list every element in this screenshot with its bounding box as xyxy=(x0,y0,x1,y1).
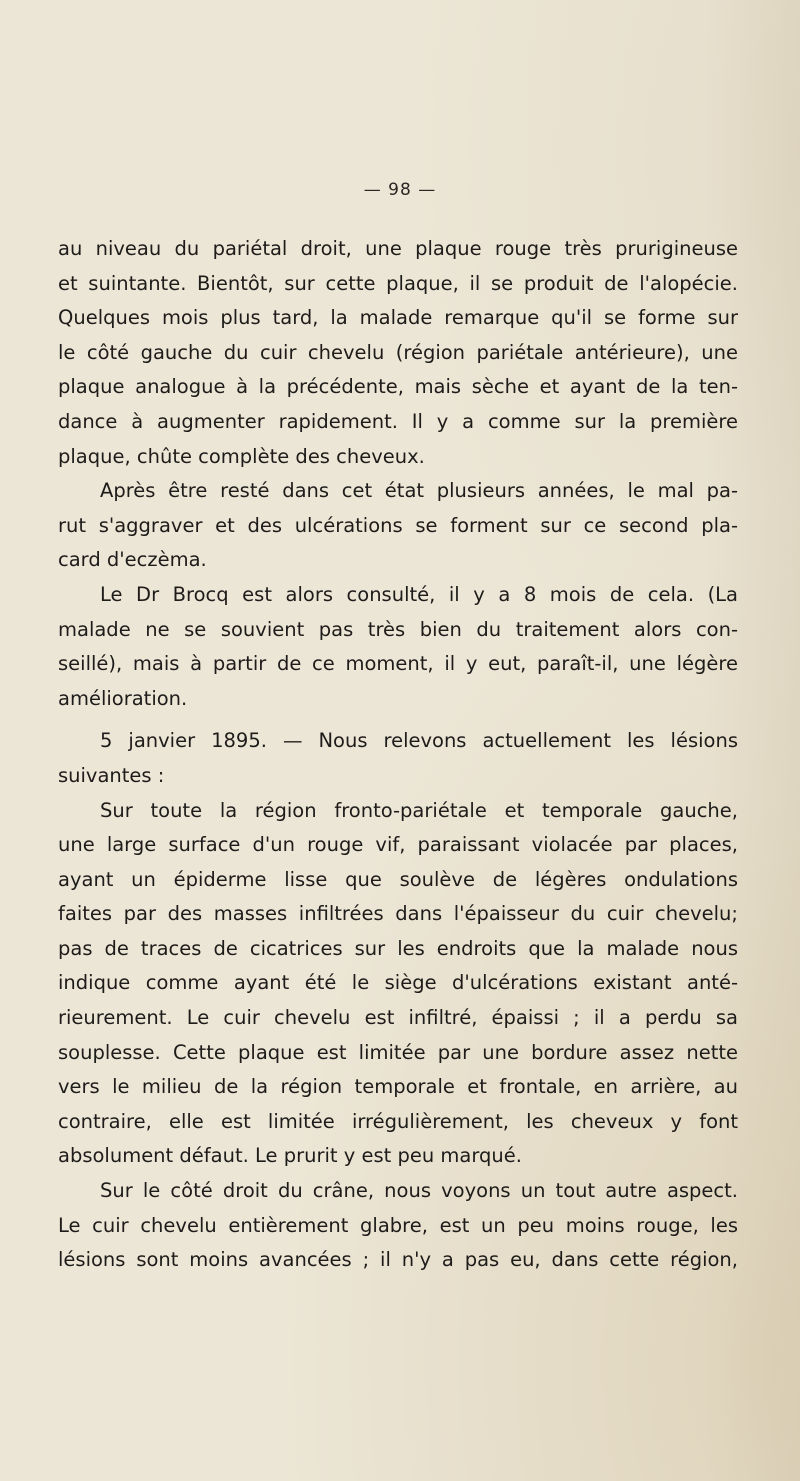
text-line: absolument défaut. Le prurit y est peu marqué. xyxy=(58,1144,522,1168)
text-line: card d'eczèma. xyxy=(58,548,207,572)
text-line: amélioration. xyxy=(58,686,188,710)
text-line: Le Dr Brocq est alors consulté, il y a 8 mois de cela. (La xyxy=(100,582,738,606)
text-line: Quelques mois plus tard, la malade remarque qu'il se forme sur xyxy=(58,306,738,330)
text-line: plaque analogue à la précédente, mais sèche et ayant de la ten- xyxy=(58,375,738,399)
text-line: souplesse. Cette plaque est limitée par une bordure assez nette xyxy=(58,1040,738,1064)
text-line: contraire, elle est limitée irrégulièrement, les cheveux y font xyxy=(58,1109,738,1133)
text-line: une large surface d'un rouge vif, paraissant violacée par places, xyxy=(58,833,738,857)
text-line: rieurement. Le cuir chevelu est infiltré, épaissi ; il a perdu sa xyxy=(58,1006,738,1030)
text-line: faites par des masses infiltrées dans l'épaisseur du cuir chevelu; xyxy=(58,902,738,926)
text-line: dance à augmenter rapidement. Il y a comme sur la première xyxy=(58,409,738,433)
text-line: plaque, chûte complète des cheveux. xyxy=(58,444,425,468)
text-line: malade ne se souvient pas très bien du traitement alors con- xyxy=(58,617,738,641)
text-line: ayant un épiderme lisse que soulève de légères ondulations xyxy=(58,867,738,891)
text-line: suivantes : xyxy=(58,763,165,787)
text-line: pas de traces de cicatrices sur les endroits que la malade nous xyxy=(58,936,738,960)
text-line: au niveau du pariétal droit, une plaque rouge très prurigineuse xyxy=(58,237,738,260)
text-line: et suintante. Bientôt, sur cette plaque, il se produit de l'alopécie. xyxy=(58,271,738,295)
body-text xyxy=(58,232,738,1278)
text-line: seillé), mais à partir de ce moment, il y eut, paraît-il, une légère xyxy=(58,652,738,676)
text-line: Sur le côté droit du crâne, nous voyons un tout autre aspect. xyxy=(100,1179,738,1203)
text-line: Le cuir chevelu entièrement glabre, est un peu moins rouge, les xyxy=(58,1213,738,1237)
text-line: le côté gauche du cuir chevelu (région pariétale antérieure), une xyxy=(58,340,738,364)
text-line: rut s'aggraver et des ulcérations se forment sur ce second pla- xyxy=(58,513,738,537)
text-line: Après être resté dans cet état plusieurs années, le mal pa- xyxy=(100,479,738,503)
page-number: — 98 — xyxy=(363,180,437,200)
text-line: Sur toute la région fronto-pariétale et temporale gauche, xyxy=(100,798,738,822)
paragraph-gap xyxy=(58,716,738,724)
text-line: lésions sont moins avancées ; il n'y a pas eu, dans cette région, xyxy=(58,1248,738,1272)
text-line: 5 janvier 1895. — Nous relevons actuellement les lésions xyxy=(100,729,738,753)
text-line: indique comme ayant été le siège d'ulcérations existant anté- xyxy=(58,971,738,995)
text-line: vers le milieu de la région temporale et frontale, en arrière, au xyxy=(58,1075,738,1099)
